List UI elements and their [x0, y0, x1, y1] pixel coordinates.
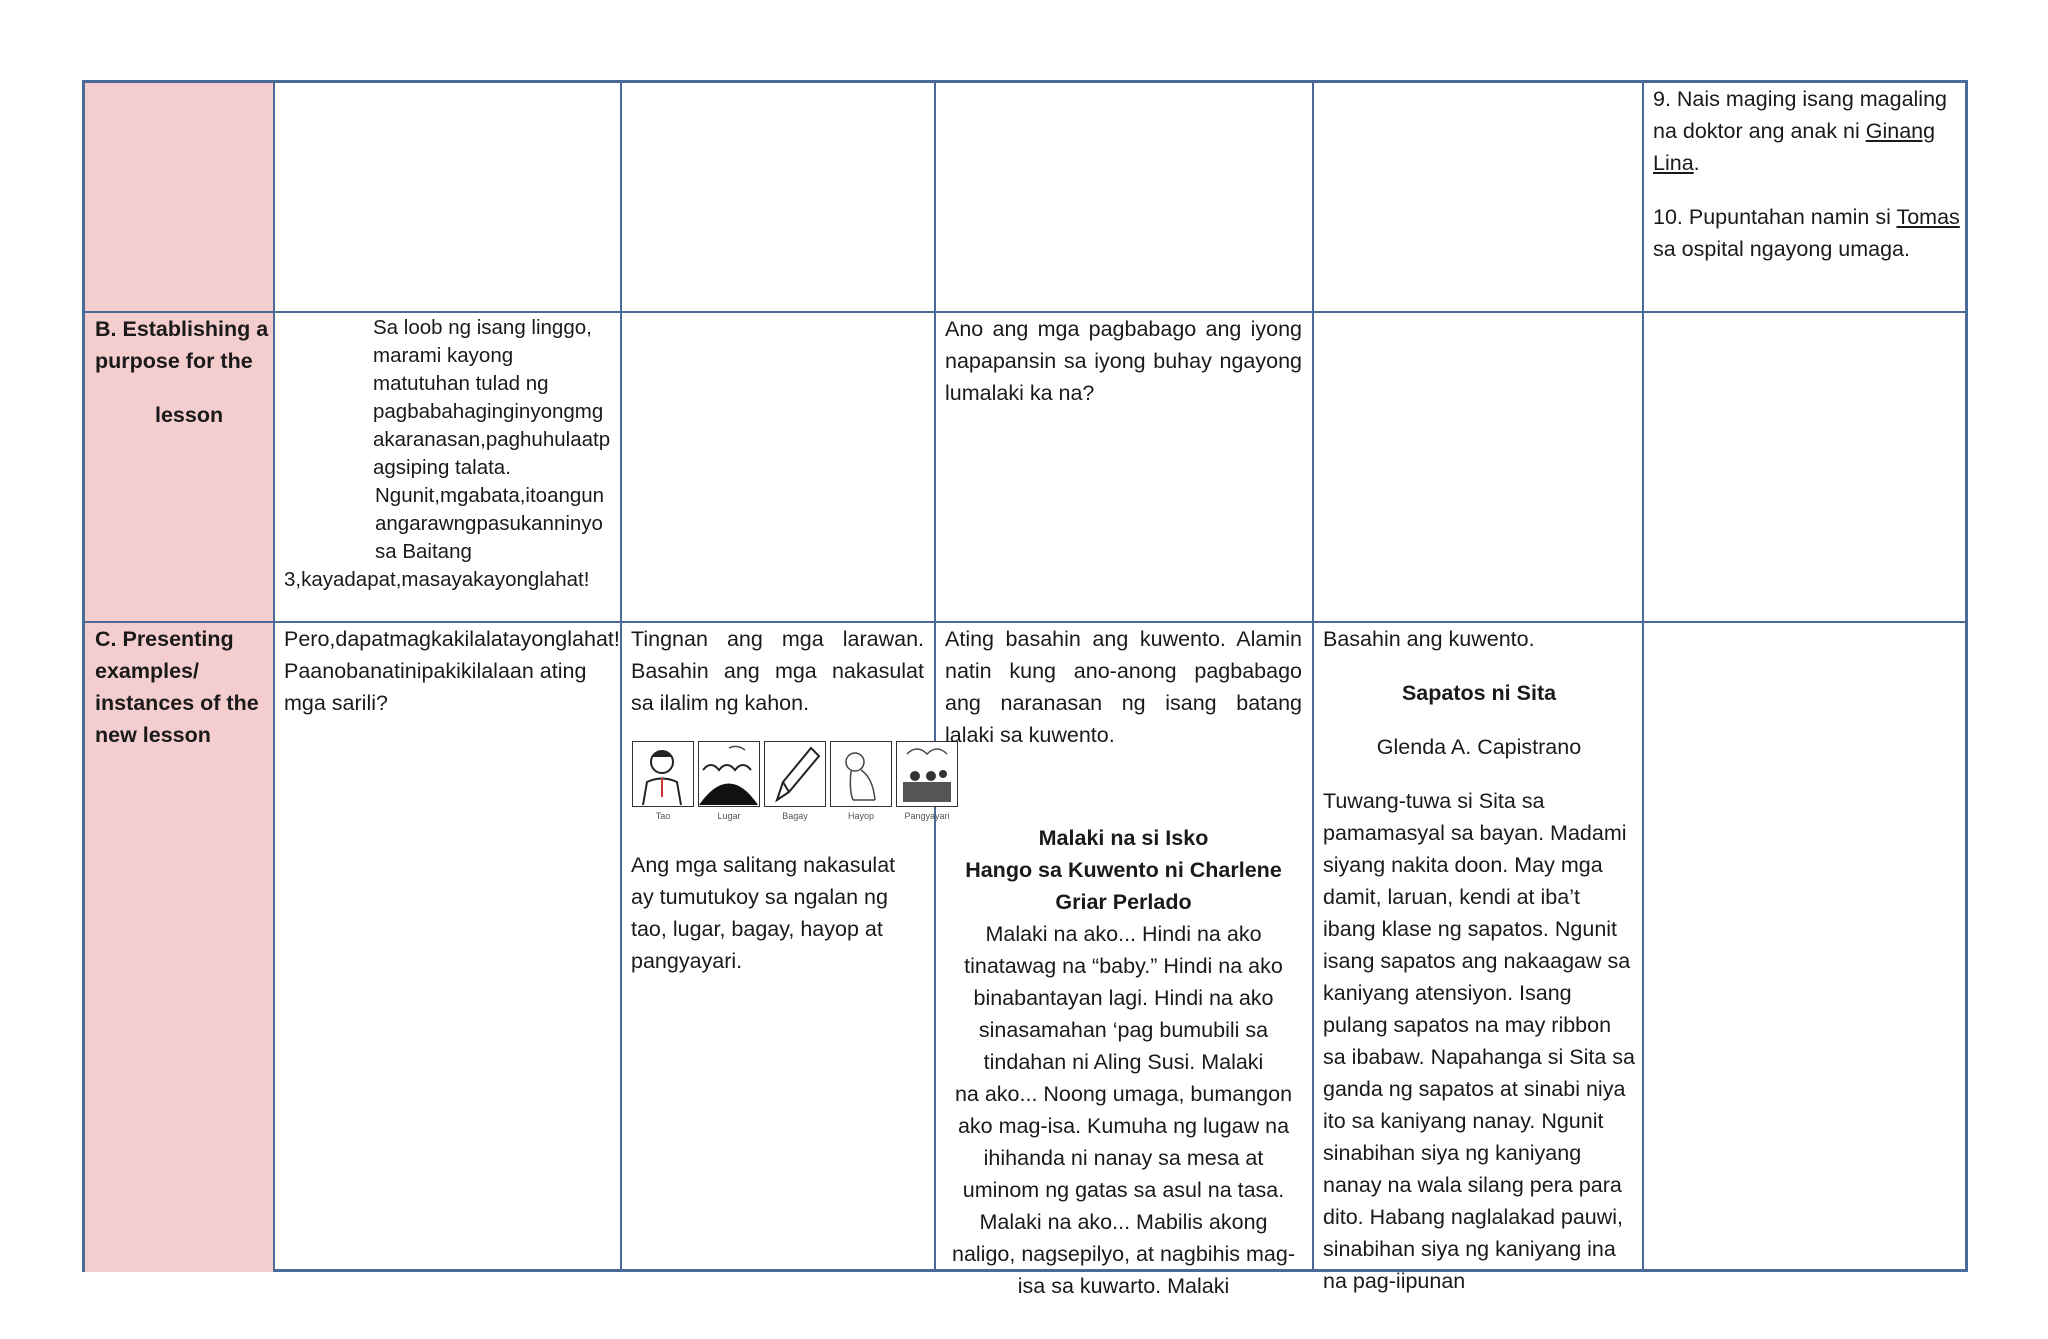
hills-icon: Lugar: [698, 741, 760, 807]
row-b-col1-line: matutuhan tulad ng: [373, 372, 549, 395]
column-divider: [620, 83, 622, 1269]
row-b-col1-cell: [284, 314, 618, 594]
column-divider: [934, 83, 936, 1269]
column-divider: [273, 83, 275, 1269]
item-10: 10. Pupuntahan namin si Tomas sa ospital ngayong umaga.: [1653, 205, 1960, 261]
row-b-col1-lines: [284, 314, 618, 566]
doctor-icon: Tao: [632, 741, 694, 807]
row-c-col2-body: Ang mga salitang nakasulat ay tumutukoy sa ngalan ng tao, lugar, bagay, hayop at pangyayari.: [631, 853, 896, 973]
row-b-col1-line: angarawngpasukanninyo: [375, 512, 603, 535]
row-b-col3-cell: Ano ang mga pagbabago ang iyong napapansin sa iyong buhay ngayong lumalaki ka na?: [945, 317, 1302, 405]
row-b-label: B. Establishing a purpose for the lesson: [95, 317, 269, 427]
row-a-col6-cell: [1653, 83, 1963, 265]
row-c-col1-cell: Pero,dapatmagkakilalatayonglahat! Paanobanatinipakikilalaan ating mga sarili?: [284, 627, 620, 715]
row-b-col1-line: akaranasan,paghuhulaatp: [373, 428, 611, 451]
row-b-col1-line: sa Baitang: [375, 540, 472, 563]
row-c-col2-intro: Tingnan ang mga larawan. Basahin ang mga nakasulat sa ilalim ng kahon.: [631, 627, 924, 715]
story-subtitle: Hango sa Kuwento ni Charlene Griar Perlado: [965, 858, 1282, 914]
story-text: Malaki na ako... Hindi na ako tinatawag na “baby.” Hindi na ako binabantayan lagi. Hindi na ako sinasamahan ‘pag bumubili sa tindahan ni Aling Susi. Malaki na ako... Noong umaga, bumangon ako mag-isa. Kumuha ng lugaw na ihihanda ni nanay sa mesa at uminom ng gatas sa asul na tasa. Malaki na ako... Mabilis akong naligo, nagsepilyo, at nagbihis mag-isa sa kuwarto. Malaki: [951, 922, 1296, 1298]
item-9: 9. Nais maging isang magaling na doktor ang anak ni Ginang Lina.: [1653, 87, 1947, 175]
column-divider: [1642, 83, 1644, 1269]
story-title: Malaki na si Isko: [1038, 826, 1209, 850]
lesson-plan-table: [82, 80, 1968, 1298]
dog-icon: Hayop: [830, 741, 892, 807]
row-c-col4-cell: Basahin ang kuwento. Sapatos ni Sita Glenda A. Capistrano Tuwang-tuwa si Sita sa pamamasyal sa bayan. Madami siyang nakita doon. May mga damit, laruan, kendi at iba’t ibang klase ng sapatos. Ngunit isang sapatos ang nakaagaw sa kaniyang atensiyon. Isang pulang sapatos na may ribbon sa ibabaw. Napahanga si Sita sa ganda ng sapatos at sinabi niya ito sa kaniyang nanay. Ngunit sinabihan siya ng kaniyang nanay na wala silang pera para dito. Habang naglalakad pauwi, sinabihan siya ng kaniyang ina na pag-iipunan: [1323, 627, 1635, 1293]
row-b-col1-last: 3,kayadapat,masayakayonglahat!: [284, 568, 590, 591]
row-c-col3-intro: Ating basahin ang kuwento. Alamin natin kung ano-anong pagbabago ang naranasan ng isang batang lalaki sa kuwento.: [945, 627, 1302, 747]
row-a-label-cell: [85, 83, 273, 311]
row-b-col1-line: agsiping talata.: [373, 456, 511, 479]
column-divider: [1312, 83, 1314, 1269]
event-icon: Pangyayari: [896, 741, 958, 807]
row-b-col1-line: marami kayong: [373, 344, 514, 367]
noun-pictures: [632, 741, 958, 821]
row-c-label: C. Presenting examples/ instances of the new lesson: [95, 627, 259, 747]
row-b-col1-line: Ngunit,mgabata,itoangun: [375, 484, 605, 507]
pencil-icon: Bagay: [764, 741, 826, 807]
row-b-col1-line: pagbabahaginginyongmg: [373, 400, 604, 423]
row-b-col1-line: Sa loob ng isang linggo,: [373, 316, 592, 339]
